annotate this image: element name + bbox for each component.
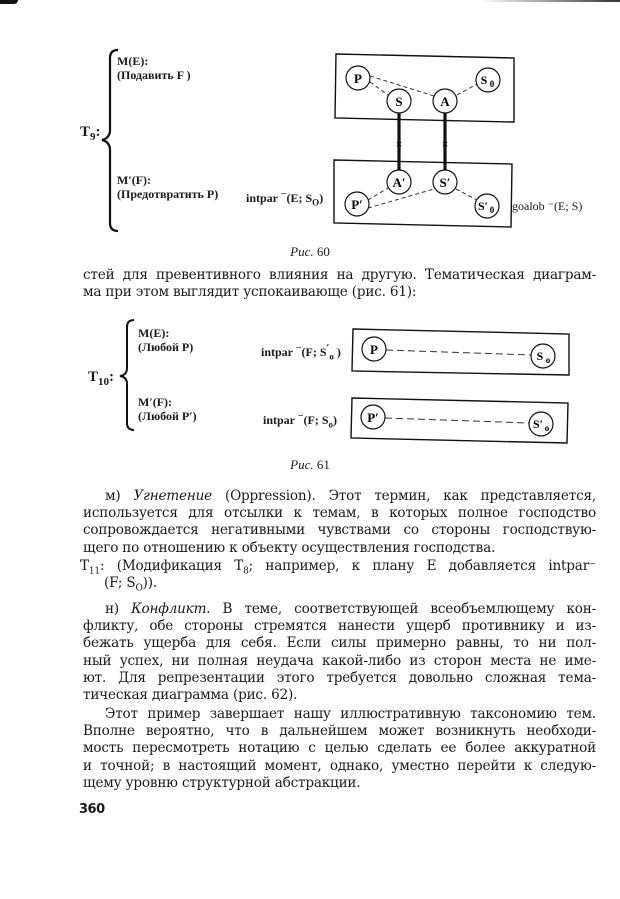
section-term: Угнетение — [133, 488, 213, 504]
formula-name: intpar — [261, 345, 293, 359]
text-fragment: )). — [142, 575, 157, 592]
text-fragment: : (Модификация T — [99, 558, 244, 574]
node-a-prime — [387, 170, 411, 194]
caption-number: 61 — [316, 457, 330, 472]
formula-sub: o — [328, 419, 333, 430]
motive-e — [138, 326, 193, 354]
svg-text:A′: A′ — [392, 175, 406, 190]
scan-edge-mark — [480, 0, 620, 2]
section-conflict — [83, 601, 596, 704]
subscript: 8 — [243, 566, 249, 577]
block-mark-icon: × — [441, 137, 449, 151]
text-line: мость пересмотреть нотацию с целью сделать ее более аккуратной — [83, 740, 596, 757]
intpar-formula-bottom — [263, 411, 337, 429]
motive-description: (Подавить F ) — [117, 68, 191, 82]
text-line: используется для отсылки к темам, в которых полное господство — [83, 505, 596, 522]
section-term: Конфликт — [131, 601, 207, 617]
intpar-formula — [246, 189, 323, 207]
node-s0 — [476, 68, 500, 92]
motive-title: M′(F): — [138, 395, 173, 409]
block-mark-icon: × — [395, 137, 403, 151]
subscript: O — [135, 583, 143, 594]
text-line: ма при этом выглядит успокаивающе (рис. 61): — [83, 284, 417, 301]
paragraph-intro — [83, 267, 596, 301]
section-oppression — [83, 488, 596, 557]
theme-label-t9 — [80, 124, 101, 143]
formula-prime: ′ — [326, 343, 330, 354]
node-a — [433, 89, 457, 113]
text-line: стей для превентивного влияния на другую. Тематическая диаграм- — [83, 267, 596, 283]
formula-sup: − — [280, 189, 287, 200]
text-line: щему уровню структурной абстракции. — [83, 774, 361, 791]
motive-description: (Любой P′) — [138, 409, 197, 423]
node-so-prime — [529, 412, 553, 436]
node-p — [346, 66, 370, 90]
node-p — [362, 337, 386, 361]
text-line — [80, 575, 596, 592]
text-line: щего по отношению к объекту осуществления господства. — [83, 539, 496, 556]
formula-close: ) — [319, 191, 324, 205]
text-line: бежать ущерба для себя. Если силы примерно равны, то ни пол- — [83, 635, 596, 652]
svg-text:P: P — [370, 342, 378, 357]
formula-sup: − — [297, 411, 304, 422]
svg-text:0: 0 — [489, 79, 495, 89]
theme-letter: T — [80, 558, 89, 574]
theme-label-t10 — [88, 369, 114, 388]
formula-args: (E; S — [286, 191, 313, 205]
node-s — [387, 89, 411, 113]
svg-text:S: S — [395, 94, 403, 109]
section-marker: м) — [105, 488, 121, 504]
svg-text:S′: S′ — [532, 417, 544, 431]
text-line: Этот пример завершает нашу иллюстративную таксономию тем. — [105, 706, 596, 722]
brace-icon — [118, 318, 138, 433]
caption-prefix: Рис. — [290, 457, 314, 472]
motive-f — [138, 395, 197, 423]
page-number: 360 — [79, 802, 105, 817]
text-line — [83, 488, 596, 505]
text-fragment: (Oppression). Этот термин, как представляется, — [212, 488, 596, 504]
theme-subscript: 11 — [88, 566, 100, 577]
text-line: ют. Для репрезентации этого требуется довольно сложная тема- — [83, 669, 596, 686]
formula-name: intpar — [263, 413, 295, 427]
svg-text:S′: S′ — [439, 175, 451, 190]
goalob-formula: goalob ⁻(E; S) — [512, 199, 583, 213]
svg-text:P: P — [354, 71, 362, 86]
paragraph-closing — [83, 706, 596, 792]
text-fragment: . В теме, соответствующей всеобъемлющему кон- — [206, 601, 596, 617]
formula-name: intpar — [246, 191, 278, 205]
svg-text:o: o — [545, 355, 551, 365]
text-line: и точной; в настоящий момент, однако, уместно перейти к следую- — [83, 757, 596, 774]
formula-args: (F; S — [303, 413, 329, 427]
formula-sup: − — [295, 343, 302, 354]
formula-close: ) — [333, 413, 337, 427]
svg-text:0: 0 — [489, 205, 495, 215]
fig60-diagram — [330, 48, 520, 233]
section-marker: н) — [105, 601, 119, 617]
theme-letter: T — [80, 124, 91, 140]
text-fragment: (F; S — [104, 575, 136, 592]
colon: : — [95, 124, 101, 140]
caption-prefix: Рис. — [290, 244, 314, 259]
formula-args: (F; S — [301, 345, 327, 359]
svg-text:P′: P′ — [351, 197, 363, 212]
svg-text:A: A — [440, 94, 450, 109]
theme-letter: T — [88, 369, 99, 385]
caption-number: 60 — [316, 244, 330, 259]
svg-text:S: S — [480, 73, 488, 87]
node-p-prime — [345, 192, 369, 216]
motive-description: (Предотвратить P) — [117, 187, 219, 201]
colon: : — [109, 369, 115, 385]
scan-edge-mark — [0, 0, 18, 4]
node-p-prime — [361, 405, 385, 429]
svg-text:S′: S′ — [477, 199, 489, 213]
theme-subscript: 9 — [90, 131, 96, 143]
text-line — [83, 601, 596, 618]
motive-title: M(E): — [117, 54, 149, 68]
text-fragment: ; например, к плану E добавляется intpar⁻ — [248, 558, 596, 574]
formula-sub: o — [329, 351, 334, 362]
intpar-formula-top — [261, 343, 341, 361]
theme-t11 — [80, 558, 596, 592]
motive-title: M(E): — [138, 326, 170, 340]
text-line: сопровождается негативными чувствами со стороны господствую- — [83, 522, 596, 539]
text-line — [80, 558, 596, 575]
figure-caption — [0, 457, 620, 473]
motive-title: M′(F): — [117, 173, 152, 187]
text-line: ный успех, ни полная неудача какой-либо из сторон места не име- — [83, 652, 596, 669]
node-s-prime — [433, 170, 457, 194]
text-line: тическая диаграмма (рис. 62). — [83, 686, 298, 703]
motive-f — [117, 173, 218, 201]
figure-caption — [0, 244, 620, 260]
motive-e — [117, 54, 191, 82]
motive-description: (Любой P) — [138, 340, 194, 354]
svg-text:P′: P′ — [367, 410, 379, 425]
text-line: фликту, обе стороны стремятся нанести ущерб противнику и из- — [83, 618, 596, 635]
svg-text:S: S — [536, 349, 544, 363]
text-line: Вполне вероятно, что в дальнейшем может возникнуть необходи- — [83, 723, 596, 740]
formula-close: ) — [333, 345, 341, 359]
formula-sub: O — [312, 197, 320, 208]
node-so — [531, 344, 555, 368]
node-s0-prime — [475, 194, 499, 218]
fig61-diagram — [348, 325, 573, 445]
svg-text:o: o — [544, 423, 550, 433]
theme-subscript: 10 — [98, 376, 110, 388]
